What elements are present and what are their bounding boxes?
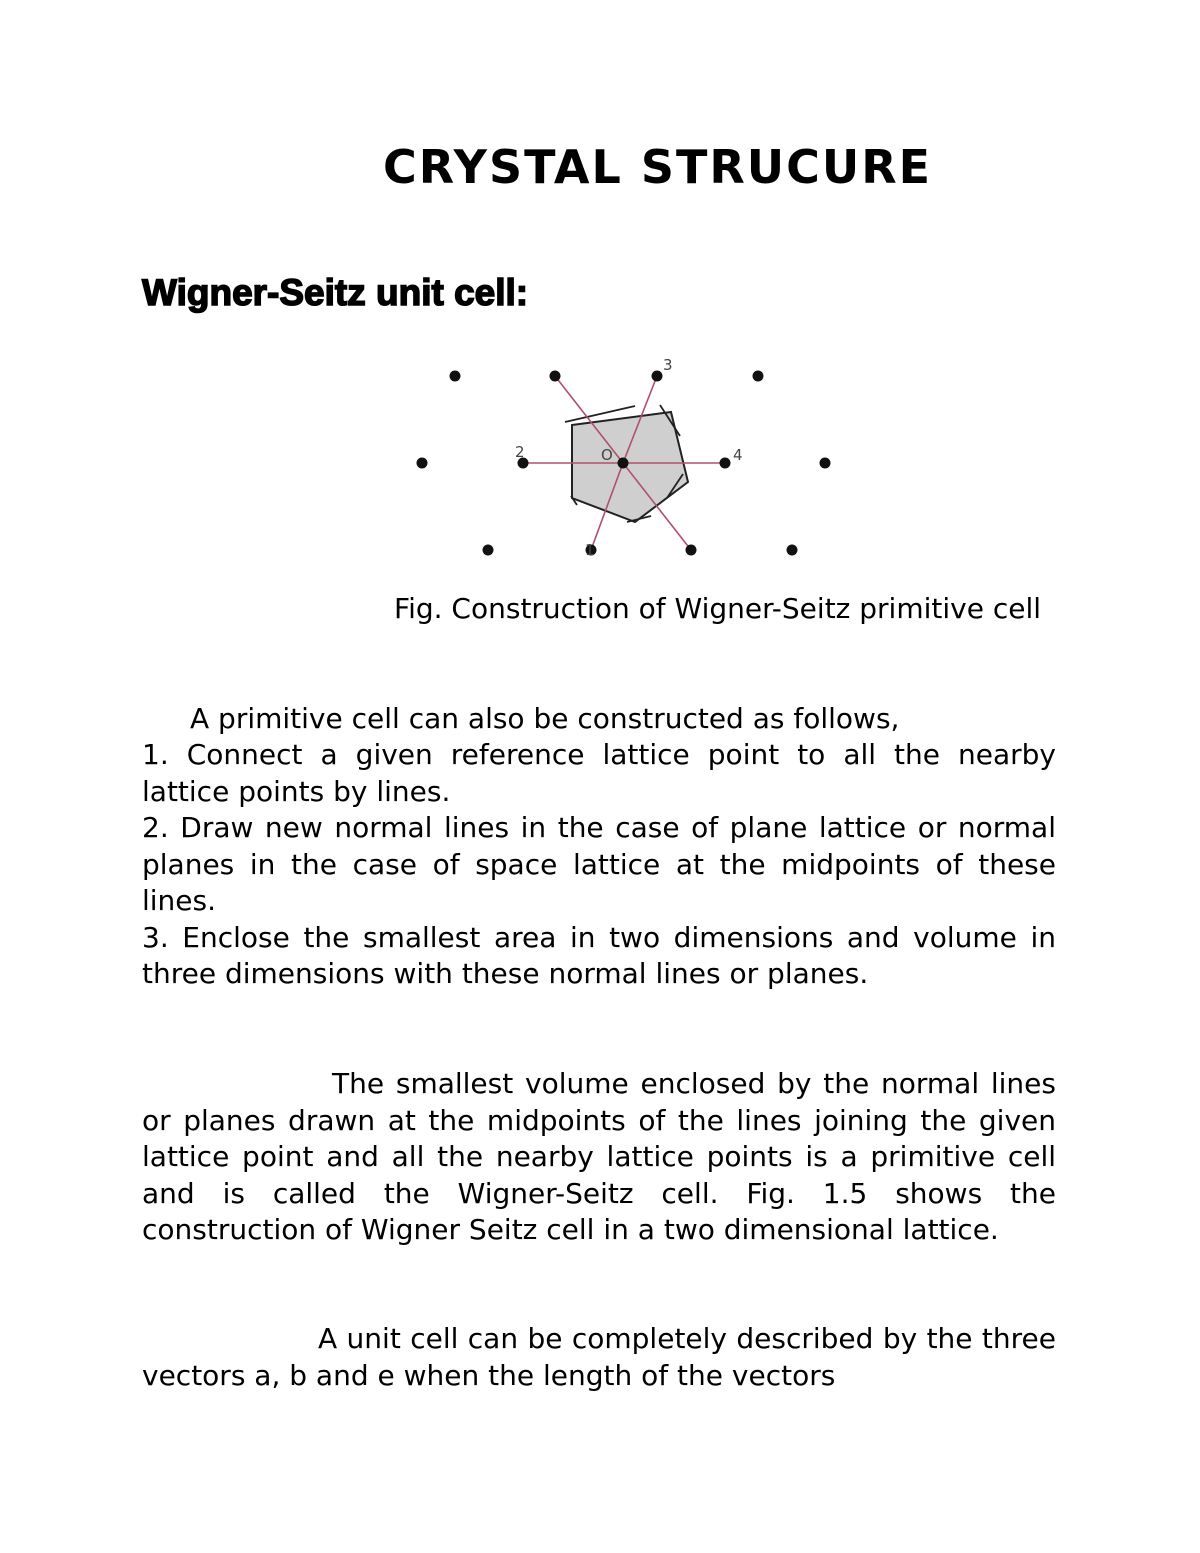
point-3-label: 3 [663, 356, 673, 374]
intro-text: A primitive cell can also be constructed as follows, [190, 702, 900, 735]
step-item: 2. Draw new normal lines in the case of plane lattice or normal planes in the case of space lattice at the midpoints of these lines. [142, 811, 1056, 917]
origin-label: O [601, 446, 613, 464]
body-paragraph-1: The smallest volume enclosed by the normal lines or planes drawn at the midpoints of the lines joining the given lattice point and all the nearby lattice points is a primitive cell and is called the Wigner-Seitz cell. Fig. 1.5 shows the construction of Wigner Seitz cell in a two dimensional lattice. [142, 1067, 1056, 1246]
step-item: 3. Enclose the smallest area in two dimensions and volume in three dimensions with these normal lines or planes. [142, 920, 1056, 990]
point-1-label: 1 [585, 541, 595, 559]
wigner-seitz-cell [572, 412, 688, 522]
wigner-seitz-figure [405, 350, 845, 565]
figure-caption: Fig. Construction of Wigner-Seitz primitive cell [394, 592, 1042, 625]
body-paragraph-2: A unit cell can be completely described by the three vectors a, b and e when the length of the vectors [142, 1322, 1056, 1392]
step-item: 1. Connect a given reference lattice point to all the nearby lattice points by lines. [142, 738, 1056, 808]
lattice-points [417, 371, 831, 556]
steps-list [142, 737, 1056, 993]
section-heading: Wigner-Seitz unit cell: [142, 272, 529, 313]
page-title: CRYSTAL STRUCURE [383, 140, 933, 194]
point-4-label: 4 [733, 446, 743, 464]
point-2-label: 2 [515, 443, 525, 461]
